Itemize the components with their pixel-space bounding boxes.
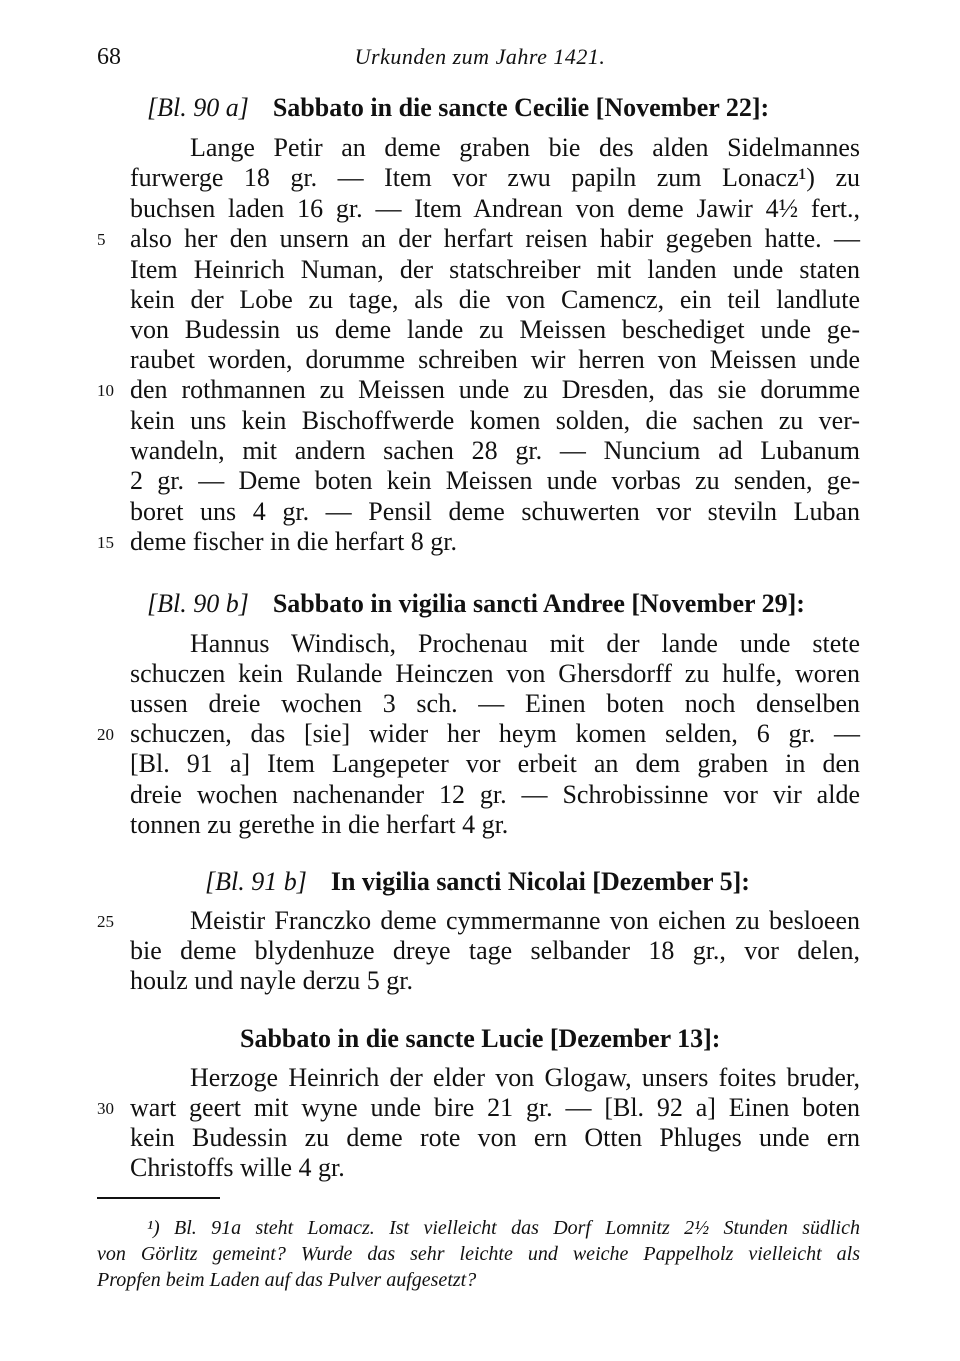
text-line: Meistir Franczko deme cymmermanne von eichen zu besloeen bbox=[190, 906, 860, 935]
heading-text: Sabbato in vigilia sancti Andree [November 29]: bbox=[272, 589, 805, 618]
text-line: kein Budessin zu deme rote von ern Otten Phluges unde ern bbox=[130, 1123, 860, 1152]
text-line: Hannus Windisch, Prochenau mit der lande unde stete bbox=[190, 629, 860, 658]
line-number: 20 bbox=[97, 725, 114, 744]
section-heading bbox=[240, 1024, 720, 1054]
text-line: kein uns kein Bischoffwerde komen solden, die sachen zu ver- bbox=[130, 406, 860, 435]
footnote-line: ¹) Bl. 91a steht Lomacz. Ist vielleicht das Dorf Lomnitz 2½ Stunden südlich bbox=[147, 1217, 860, 1239]
text-line: tonnen zu gerethe in die herfart 4 gr. bbox=[130, 810, 509, 839]
text-line: houlz und nayle derzu 5 gr. bbox=[130, 966, 414, 995]
footnote-divider bbox=[97, 1197, 220, 1199]
running-title: Urkunden zum Jahre 1421. bbox=[354, 44, 606, 69]
text-line: Item Heinrich Numan, der statschreiber mit landen unde staten bbox=[130, 255, 860, 284]
section-heading bbox=[205, 867, 750, 897]
text-line: 2 gr. — Deme boten kein Meissen unde vorbas zu senden, ge- bbox=[130, 466, 860, 495]
text-line: von Budessin us deme lande zu Meissen beschediget unde ge- bbox=[130, 315, 860, 344]
text-line: furwerge 18 gr. — Item vor zwu papiln zum Lonacz¹) zu bbox=[130, 163, 860, 192]
folio-reference: [Bl. 90 a] bbox=[147, 93, 249, 122]
text-line: deme fischer in die herfart 8 gr. bbox=[130, 527, 458, 556]
text-line: kein der Lobe zu tage, als die von Camencz, ein teil landlute bbox=[130, 285, 860, 314]
text-line: Herzoge Heinrich der elder von Glogaw, unsers foites bruder, bbox=[190, 1063, 860, 1092]
text-line: boret uns 4 gr. — Pensil deme schuwerten vor steviln Luban bbox=[130, 497, 860, 526]
text-line: bie deme blydenhuze dreye tage selbander 18 gr., vor delen, bbox=[130, 936, 860, 965]
heading-text: Sabbato in die sancte Cecilie [November 22]: bbox=[272, 93, 770, 122]
section-heading bbox=[147, 93, 769, 123]
text-line: schuczen kein Rulande Heinczen von Ghersdorff zu hulfe, woren bbox=[130, 659, 860, 688]
text-line: also her den unsern an der herfart reisen habir gegeben hatte. — bbox=[130, 224, 860, 253]
heading-text: Sabbato in die sancte Lucie [Dezember 13]: bbox=[240, 1024, 721, 1053]
section-heading bbox=[147, 589, 805, 619]
text-line: raubet worden, dorumme schreiben wir herren von Meissen unde bbox=[130, 345, 860, 374]
heading-text: In vigilia sancti Nicolai [Dezember 5]: bbox=[330, 867, 750, 896]
text-line: dreie wochen nachenander 12 gr. — Schrobissinne vor vir alde bbox=[130, 780, 860, 809]
line-number: 25 bbox=[97, 912, 114, 931]
text-line: den rothmannen zu Meissen unde zu Dresden, das sie dorumme bbox=[130, 375, 860, 404]
footnote-line: von Görlitz gemeint? Wurde das sehr leichte und weiche Pappelholz vielleicht als bbox=[97, 1243, 860, 1265]
page-number: 68 bbox=[97, 44, 121, 70]
text-line: Lange Petir an deme graben bie des alden Sidelmannes bbox=[190, 133, 860, 162]
folio-reference: [Bl. 91 b] bbox=[205, 867, 307, 896]
line-number: 5 bbox=[97, 230, 106, 249]
text-line: [Bl. 91 a] Item Langepeter vor erbeit an dem graben in den bbox=[130, 749, 860, 778]
text-line: wart geert mit wyne unde bire 21 gr. — [Bl. 92 a] Einen boten bbox=[130, 1093, 860, 1122]
line-number: 10 bbox=[97, 381, 114, 400]
line-number: 15 bbox=[97, 533, 114, 552]
text-line: Christoffs wille 4 gr. bbox=[130, 1153, 345, 1182]
text-line: wandeln, mit andern sachen 28 gr. — Nuncium ad Lubanum bbox=[130, 436, 860, 465]
text-line: schuczen, das [sie] wider her heym komen selden, 6 gr. — bbox=[130, 719, 860, 748]
text-line: ussen dreie wochen 3 sch. — Einen boten noch denselben bbox=[130, 689, 860, 718]
folio-reference: [Bl. 90 b] bbox=[147, 589, 249, 618]
footnote-line: Propfen beim Laden auf das Pulver aufgesetzt? bbox=[97, 1269, 477, 1291]
line-number: 30 bbox=[97, 1099, 114, 1118]
text-line: buchsen laden 16 gr. — Item Andrean von deme Jawir 4½ fert., bbox=[130, 194, 860, 223]
